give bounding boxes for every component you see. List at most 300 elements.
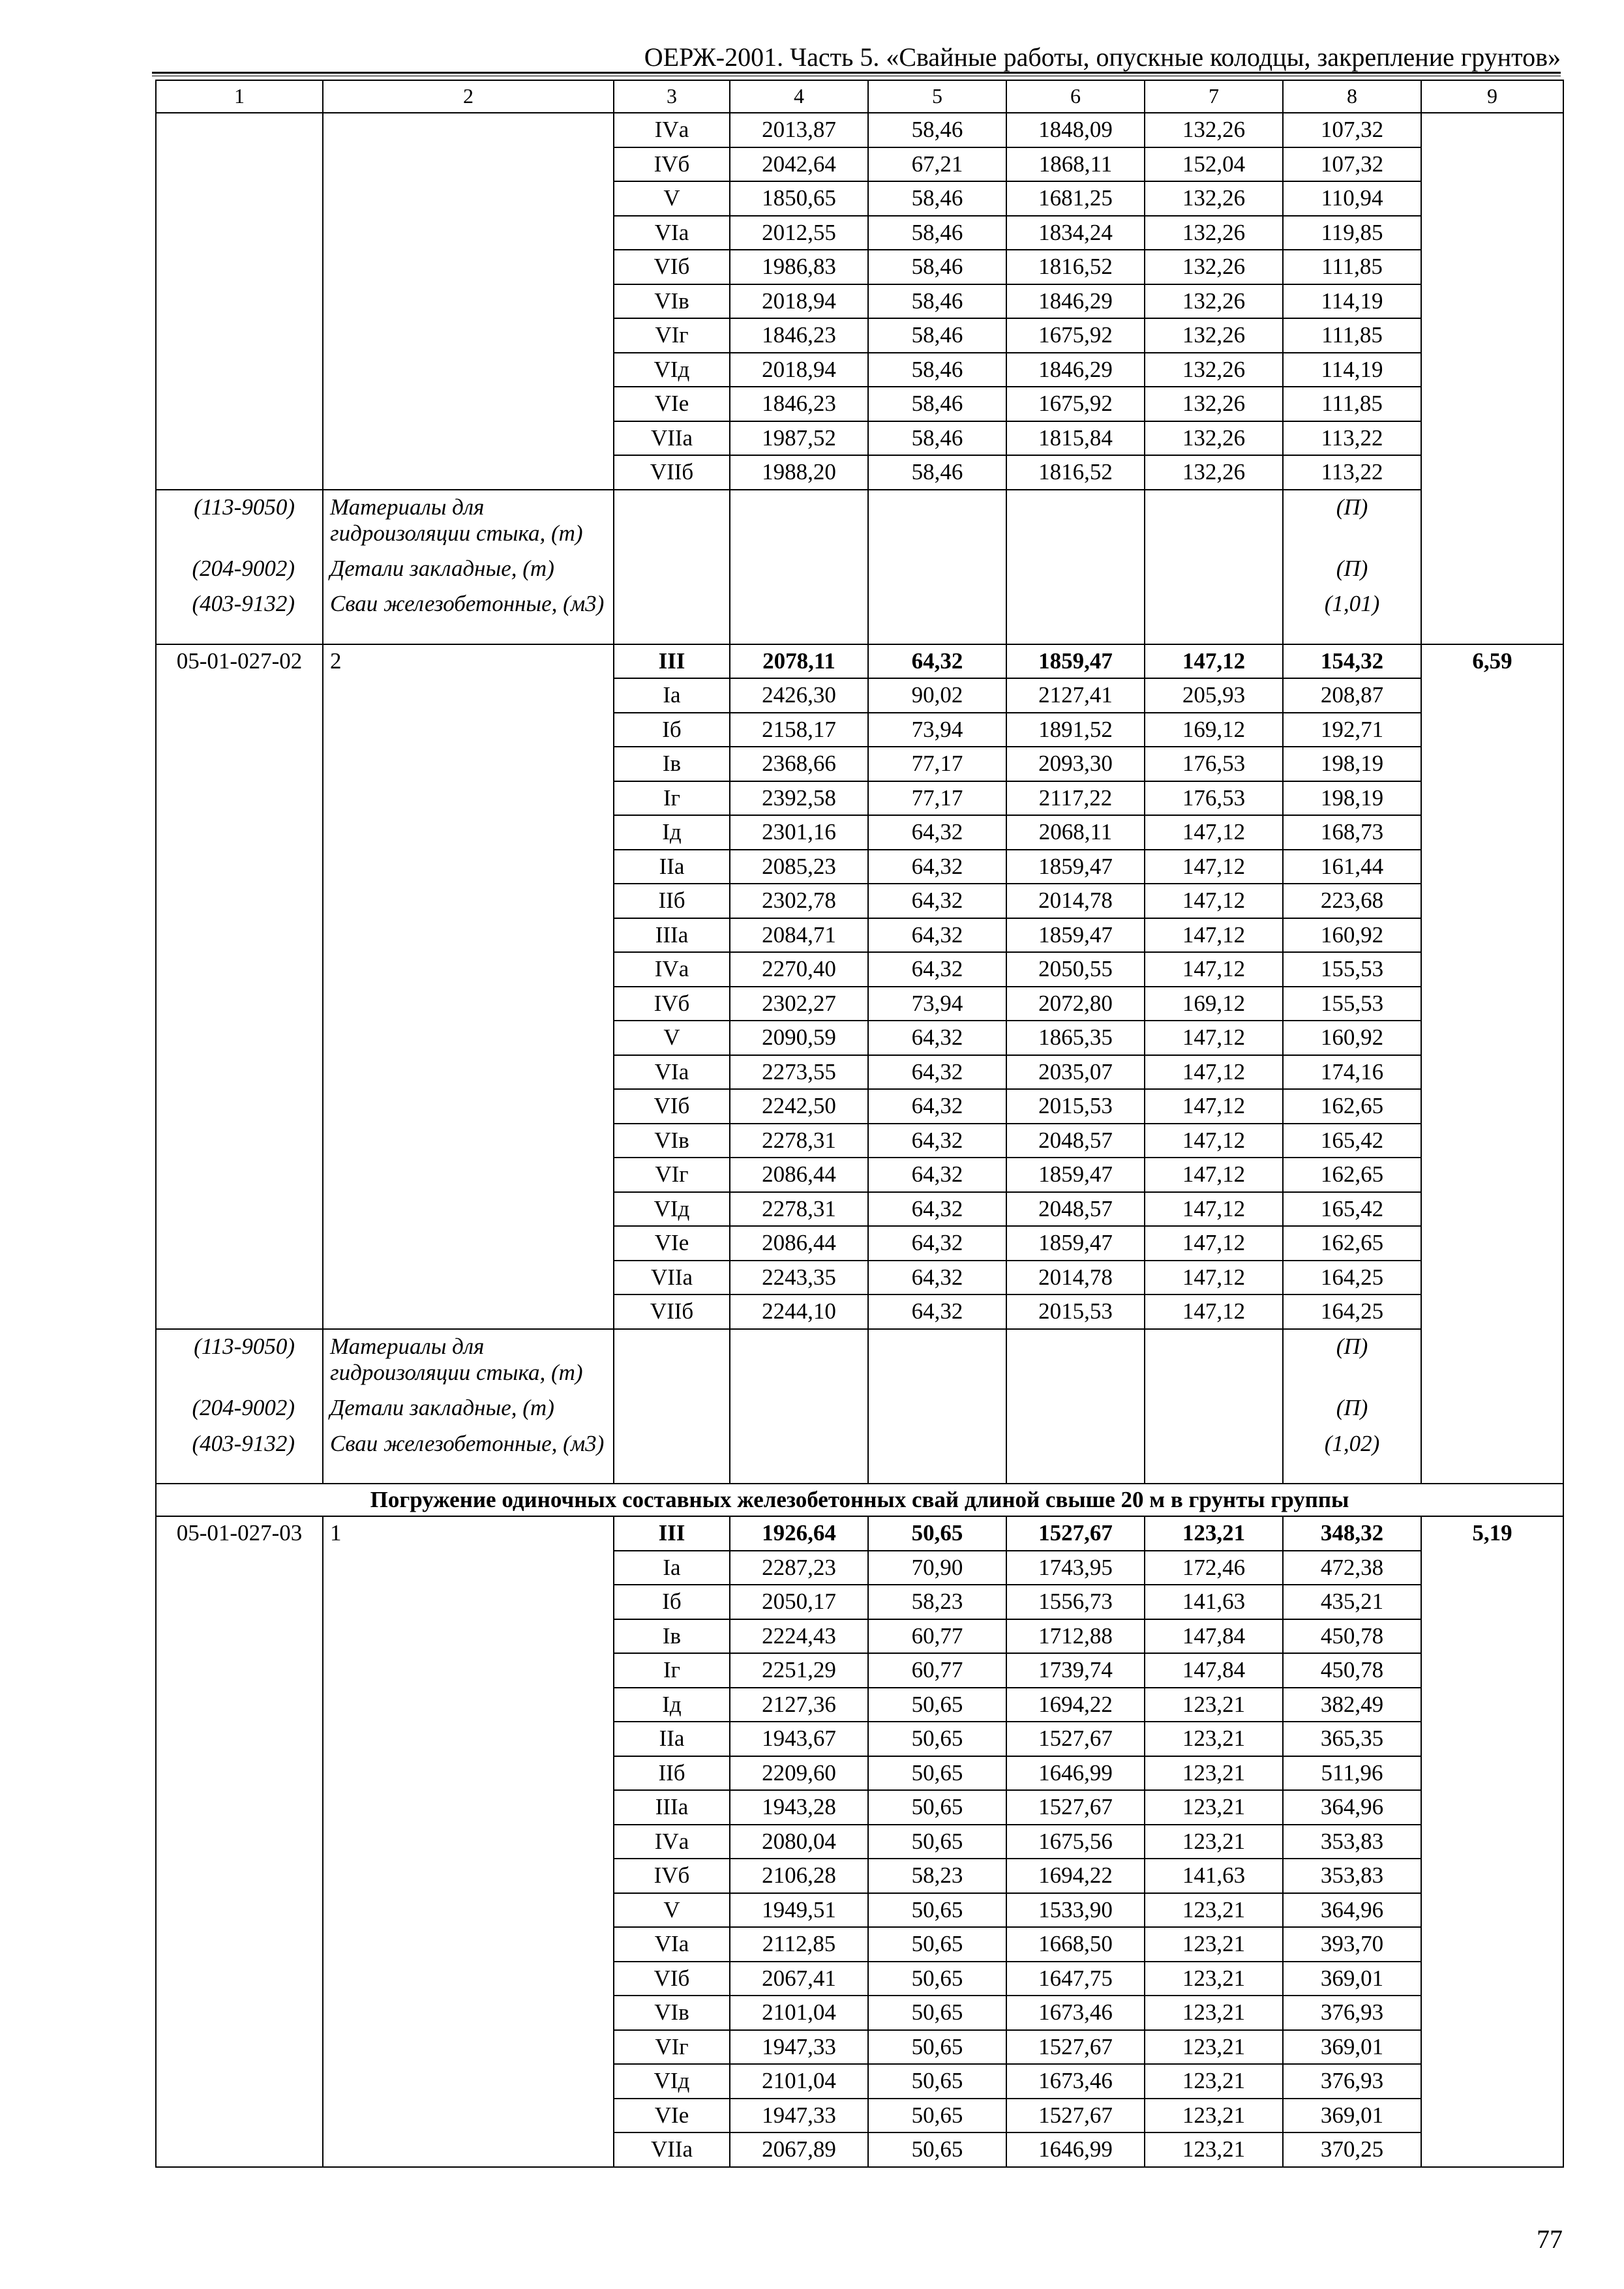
table-cell: 147,84 (1145, 1653, 1283, 1688)
table-cell: Iг (614, 1653, 730, 1688)
table-cell: 353,83 (1283, 1825, 1421, 1859)
material-value: (1,01) (1324, 591, 1380, 617)
empty-cell (1006, 1329, 1145, 1484)
table-cell: 1527,67 (1006, 1790, 1145, 1825)
table-cell: 2117,22 (1006, 781, 1145, 816)
table-cell: VIб (614, 1089, 730, 1124)
table-cell: 450,78 (1283, 1619, 1421, 1654)
table-cell: 2078,11 (730, 644, 868, 679)
table-cell: IIIа (614, 918, 730, 953)
table-cell: 1675,92 (1006, 387, 1145, 421)
table-cell: 472,38 (1283, 1551, 1421, 1585)
column-number-row (156, 80, 1563, 113)
table-cell: 2287,23 (730, 1551, 868, 1585)
empty-cell (730, 1329, 868, 1484)
table-cell: 376,93 (1283, 2064, 1421, 2099)
table-cell: Iб (614, 1585, 730, 1619)
table-cell: 147,12 (1145, 1192, 1283, 1227)
table-cell: 50,65 (868, 1688, 1006, 1722)
table-cell: 64,32 (868, 1055, 1006, 1090)
table-cell: V (614, 181, 730, 216)
table-cell: 2068,11 (1006, 815, 1145, 850)
material-name: Материалы для гидроизоляции стыка, (т) (330, 1333, 583, 1385)
materials-values-cell (1283, 490, 1421, 644)
table-cell: 141,63 (1145, 1859, 1283, 1893)
table-cell: VIд (614, 353, 730, 387)
table-cell: 64,32 (868, 1294, 1006, 1329)
empty-cell (868, 490, 1006, 644)
table-cell: 58,46 (868, 455, 1006, 490)
table-cell: VIб (614, 250, 730, 284)
table-cell: IVб (614, 1859, 730, 1893)
table-cell: 73,94 (868, 713, 1006, 747)
table-cell: 58,46 (868, 284, 1006, 319)
table-cell: 1815,84 (1006, 421, 1145, 456)
materials-names-cell (323, 1329, 614, 1484)
table-cell: 147,84 (1145, 1619, 1283, 1654)
table-cell: 192,71 (1283, 713, 1421, 747)
table-cell: 1943,28 (730, 1790, 868, 1825)
table-cell: 162,65 (1283, 1226, 1421, 1261)
table-cell: 2278,31 (730, 1192, 868, 1227)
table-cell: 58,46 (868, 421, 1006, 456)
table-cell: 2273,55 (730, 1055, 868, 1090)
empty-cell (730, 490, 868, 644)
table-cell: 50,65 (868, 1516, 1006, 1551)
code-cell (156, 644, 323, 1329)
table-cell: 113,22 (1283, 421, 1421, 456)
table-cell: IIа (614, 850, 730, 884)
table-cell: Iа (614, 1551, 730, 1585)
table-cell: 1527,67 (1006, 2030, 1145, 2065)
table-cell: 1743,95 (1006, 1551, 1145, 1585)
table-cell: 353,83 (1283, 1859, 1421, 1893)
table-cell: 50,65 (868, 1825, 1006, 1859)
table-cell: 147,12 (1145, 1089, 1283, 1124)
table-cell: 1527,67 (1006, 2099, 1145, 2133)
table-cell: 161,44 (1283, 850, 1421, 884)
table-cell: 64,32 (868, 884, 1006, 918)
table-cell: V (614, 1021, 730, 1055)
table-cell: 147,12 (1145, 1021, 1283, 1055)
material-code: (113-9050) (194, 1333, 295, 1359)
table-cell: 50,65 (868, 2099, 1006, 2133)
table-cell: 77,17 (868, 781, 1006, 816)
table-cell: 113,22 (1283, 455, 1421, 490)
material-value: (П) (1336, 1333, 1368, 1359)
table-cell: VIа (614, 216, 730, 250)
table-cell: 169,12 (1145, 713, 1283, 747)
table-cell: 1865,35 (1006, 1021, 1145, 1055)
table-cell: 58,46 (868, 318, 1006, 353)
material-code: (204-9002) (192, 1395, 295, 1421)
table-cell: 1868,11 (1006, 147, 1145, 182)
table-cell: 2101,04 (730, 1996, 868, 2030)
extra-cell: 5,19 (1421, 1516, 1563, 2167)
table-cell: 111,85 (1283, 250, 1421, 284)
rates-table (155, 80, 1564, 2168)
table-cell: 2014,78 (1006, 884, 1145, 918)
table-cell: 1943,67 (730, 1722, 868, 1756)
table-cell: 1647,75 (1006, 1962, 1145, 1996)
table-cell: 147,12 (1145, 1226, 1283, 1261)
table-cell: 141,63 (1145, 1585, 1283, 1619)
table-cell: 370,25 (1283, 2132, 1421, 2167)
table-cell: 123,21 (1145, 1825, 1283, 1859)
table-cell: VIд (614, 2064, 730, 2099)
column-number: 9 (1421, 80, 1563, 113)
table-cell: 1846,23 (730, 387, 868, 421)
table-cell: 2302,27 (730, 987, 868, 1021)
table-cell: 123,21 (1145, 2099, 1283, 2133)
page-number: 77 (1537, 2224, 1563, 2254)
table-cell: 1527,67 (1006, 1516, 1145, 1551)
table-cell: 2084,71 (730, 918, 868, 953)
table-cell: 111,85 (1283, 387, 1421, 421)
table-cell: 2086,44 (730, 1158, 868, 1192)
code-cell (156, 1516, 323, 2167)
table-cell: Iд (614, 1688, 730, 1722)
table-cell: 2127,36 (730, 1688, 868, 1722)
table-cell: III (614, 644, 730, 679)
materials-names-cell (323, 490, 614, 644)
table-cell: 123,21 (1145, 1722, 1283, 1756)
table-cell: 1949,51 (730, 1893, 868, 1928)
table-cell: 2072,80 (1006, 987, 1145, 1021)
table-cell: 2015,53 (1006, 1089, 1145, 1124)
table-cell: 50,65 (868, 2030, 1006, 2065)
table-cell: 73,94 (868, 987, 1006, 1021)
empty-cell (868, 1329, 1006, 1484)
table-cell: 50,65 (868, 2064, 1006, 2099)
section-title: Погружение одиночных составных железобетонных свай длиной свыше 20 м в грунты группы (156, 1484, 1563, 1516)
table-cell: 2050,17 (730, 1585, 868, 1619)
table-cell: 1986,83 (730, 250, 868, 284)
table-cell: 152,04 (1145, 147, 1283, 182)
table-cell: 198,19 (1283, 747, 1421, 781)
table-cell: 1859,47 (1006, 850, 1145, 884)
table-cell: 450,78 (1283, 1653, 1421, 1688)
table-cell: 147,12 (1145, 918, 1283, 953)
table-cell: 123,21 (1145, 1516, 1283, 1551)
table-cell: 1646,99 (1006, 2132, 1145, 2167)
table-cell: 123,21 (1145, 1927, 1283, 1962)
table-cell: 50,65 (868, 2132, 1006, 2167)
materials-row (156, 490, 1563, 644)
column-number: 3 (614, 80, 730, 113)
table-cell: 147,12 (1145, 644, 1283, 679)
table-cell: 1673,46 (1006, 1996, 1145, 2030)
name-cell: 2 (323, 644, 614, 1329)
material-name: Сваи железобетонные, (м3) (330, 1430, 605, 1456)
table-cell: 1947,33 (730, 2099, 868, 2133)
table-cell: 132,26 (1145, 387, 1283, 421)
table-cell: 2067,41 (730, 1962, 868, 1996)
table-cell: 70,90 (868, 1551, 1006, 1585)
material-code: (204-9002) (192, 556, 295, 581)
table-cell: 147,12 (1145, 1124, 1283, 1158)
table-cell: 90,02 (868, 678, 1006, 713)
table-cell: Iа (614, 678, 730, 713)
table-cell: VIIа (614, 1261, 730, 1295)
table-cell: 208,87 (1283, 678, 1421, 713)
table-cell: 107,32 (1283, 113, 1421, 147)
table-cell: 2015,53 (1006, 1294, 1145, 1329)
table-cell: IVб (614, 987, 730, 1021)
table-cell: 154,32 (1283, 644, 1421, 679)
table-cell: 64,32 (868, 1021, 1006, 1055)
table-cell: 123,21 (1145, 1893, 1283, 1928)
table-cell: Iв (614, 1619, 730, 1654)
table-cell: VIд (614, 1192, 730, 1227)
table-cell: 132,26 (1145, 113, 1283, 147)
name-cell (323, 113, 614, 490)
table-cell: 176,53 (1145, 747, 1283, 781)
table-cell: 1859,47 (1006, 918, 1145, 953)
table-cell: Iв (614, 747, 730, 781)
table-cell: 162,65 (1283, 1158, 1421, 1192)
table-cell: 147,12 (1145, 952, 1283, 987)
table-cell: 1712,88 (1006, 1619, 1145, 1654)
table-cell: 205,93 (1145, 678, 1283, 713)
table-cell: 2301,16 (730, 815, 868, 850)
table-cell: 64,32 (868, 918, 1006, 953)
table-cell: 58,46 (868, 181, 1006, 216)
table-cell: 2085,23 (730, 850, 868, 884)
material-name: Сваи железобетонные, (м3) (330, 591, 605, 617)
table-cell: VIIа (614, 421, 730, 456)
table-cell: 1834,24 (1006, 216, 1145, 250)
table-cell: 147,12 (1145, 884, 1283, 918)
table-cell: 1675,56 (1006, 1825, 1145, 1859)
material-code: (403-9132) (192, 1430, 295, 1456)
table-cell: 64,32 (868, 1261, 1006, 1295)
table-cell: 110,94 (1283, 181, 1421, 216)
table-cell: 1846,23 (730, 318, 868, 353)
table-cell: 50,65 (868, 1756, 1006, 1791)
table-cell: VIа (614, 1055, 730, 1090)
table-cell: IVа (614, 113, 730, 147)
material-value: (П) (1336, 1395, 1368, 1421)
table-cell: 435,21 (1283, 1585, 1421, 1619)
material-code: (403-9132) (192, 591, 295, 617)
table-cell: IVа (614, 1825, 730, 1859)
table-cell: 165,42 (1283, 1124, 1421, 1158)
table-cell: 223,68 (1283, 884, 1421, 918)
table-cell: VIб (614, 1962, 730, 1996)
table-cell: 348,32 (1283, 1516, 1421, 1551)
table-cell: 2251,29 (730, 1653, 868, 1688)
table-cell: 58,46 (868, 250, 1006, 284)
table-row-main (156, 644, 1563, 679)
table-cell: 2013,87 (730, 113, 868, 147)
table-cell: 393,70 (1283, 1927, 1421, 1962)
section-row (156, 1484, 1563, 1516)
table-cell: 1694,22 (1006, 1688, 1145, 1722)
table-cell: 147,12 (1145, 815, 1283, 850)
table-cell: 1673,46 (1006, 2064, 1145, 2099)
table-cell: 132,26 (1145, 250, 1283, 284)
table-cell: 165,42 (1283, 1192, 1421, 1227)
table-cell: 132,26 (1145, 353, 1283, 387)
table-cell: 50,65 (868, 1927, 1006, 1962)
table-cell: 77,17 (868, 747, 1006, 781)
table-cell: 2244,10 (730, 1294, 868, 1329)
table-cell: 1816,52 (1006, 455, 1145, 490)
column-number: 4 (730, 80, 868, 113)
table-cell: 1527,67 (1006, 1722, 1145, 1756)
table-cell: 50,65 (868, 1722, 1006, 1756)
table-cell: 2368,66 (730, 747, 868, 781)
table-cell: VIе (614, 2099, 730, 2133)
table-cell: 160,92 (1283, 1021, 1421, 1055)
table-cell: 2067,89 (730, 2132, 868, 2167)
table-cell: VIг (614, 318, 730, 353)
material-name: Материалы для гидроизоляции стыка, (т) (330, 494, 583, 546)
table-cell: 172,46 (1145, 1551, 1283, 1585)
table-cell: 1556,73 (1006, 1585, 1145, 1619)
table-cell: 132,26 (1145, 421, 1283, 456)
table-cell: 2112,85 (730, 1927, 868, 1962)
table-cell: V (614, 1893, 730, 1928)
table-cell: 123,21 (1145, 1790, 1283, 1825)
table-cell: 1947,33 (730, 2030, 868, 2065)
name-cell: 1 (323, 1516, 614, 2167)
table-cell: 64,32 (868, 952, 1006, 987)
table-cell: 147,12 (1145, 1294, 1283, 1329)
table-cell: 132,26 (1145, 284, 1283, 319)
table-cell: 64,32 (868, 1226, 1006, 1261)
table-cell: 1533,90 (1006, 1893, 1145, 1928)
table-cell: 162,65 (1283, 1089, 1421, 1124)
table-cell: 147,12 (1145, 1158, 1283, 1192)
table-cell: 132,26 (1145, 455, 1283, 490)
table-cell: 1668,50 (1006, 1927, 1145, 1962)
table-cell: 1816,52 (1006, 250, 1145, 284)
table-row-main (156, 1516, 1563, 1551)
table-cell: 1926,64 (730, 1516, 868, 1551)
table-cell: 1859,47 (1006, 1158, 1145, 1192)
table-cell: 1846,29 (1006, 284, 1145, 319)
table-cell: IIб (614, 1756, 730, 1791)
table-cell: IIа (614, 1722, 730, 1756)
table-cell: 58,46 (868, 216, 1006, 250)
table-cell: 1859,47 (1006, 1226, 1145, 1261)
table-cell: 1859,47 (1006, 644, 1145, 679)
table-cell: 50,65 (868, 1790, 1006, 1825)
table-cell: IVа (614, 952, 730, 987)
materials-codes-cell (156, 1329, 323, 1484)
table-cell: 2090,59 (730, 1021, 868, 1055)
table-cell: 64,32 (868, 1158, 1006, 1192)
table-cell: 58,46 (868, 353, 1006, 387)
materials-values-cell (1283, 1329, 1421, 1484)
material-code: (113-9050) (194, 494, 295, 520)
page-header-title: ОЕРЖ-2001. Часть 5. «Свайные работы, опускные колодцы, закрепление грунтов» (644, 42, 1561, 72)
table-cell: 1891,52 (1006, 713, 1145, 747)
table-cell: VIг (614, 1158, 730, 1192)
table-cell: 2242,50 (730, 1089, 868, 1124)
table-cell: 198,19 (1283, 781, 1421, 816)
table-cell: 1987,52 (730, 421, 868, 456)
table-cell: 2224,43 (730, 1619, 868, 1654)
table-cell: 2035,07 (1006, 1055, 1145, 1090)
table-cell: 369,01 (1283, 2030, 1421, 2065)
table-cell: 365,35 (1283, 1722, 1421, 1756)
table-cell: 160,92 (1283, 918, 1421, 953)
table-cell: Iб (614, 713, 730, 747)
table-cell: VIа (614, 1927, 730, 1962)
table-cell: 2243,35 (730, 1261, 868, 1295)
column-number: 1 (156, 80, 323, 113)
table-cell: 114,19 (1283, 284, 1421, 319)
table-cell: 168,73 (1283, 815, 1421, 850)
column-number: 5 (868, 80, 1006, 113)
empty-cell (614, 490, 730, 644)
table-cell: 369,01 (1283, 1962, 1421, 1996)
material-name: Детали закладные, (т) (330, 1395, 554, 1421)
table-cell: 50,65 (868, 1893, 1006, 1928)
table-cell: 164,25 (1283, 1294, 1421, 1329)
table-cell: 60,77 (868, 1619, 1006, 1654)
table-cell: 376,93 (1283, 1996, 1421, 2030)
code-cell (156, 113, 323, 490)
table-cell: 155,53 (1283, 952, 1421, 987)
table-cell: 123,21 (1145, 1756, 1283, 1791)
table-cell: 147,12 (1145, 850, 1283, 884)
table-cell: 123,21 (1145, 2132, 1283, 2167)
table-cell: 2086,44 (730, 1226, 868, 1261)
table-cell: 2270,40 (730, 952, 868, 987)
table-cell: 2012,55 (730, 216, 868, 250)
table-cell: 123,21 (1145, 1688, 1283, 1722)
table-cell: 2158,17 (730, 713, 868, 747)
table-cell: 50,65 (868, 1996, 1006, 2030)
table-cell: 1646,99 (1006, 1756, 1145, 1791)
table-cell: 123,21 (1145, 2064, 1283, 2099)
table-cell: 123,21 (1145, 1962, 1283, 1996)
table-cell: 382,49 (1283, 1688, 1421, 1722)
table-cell: 2050,55 (1006, 952, 1145, 987)
table-cell: 58,46 (868, 387, 1006, 421)
table-cell: 1675,92 (1006, 318, 1145, 353)
table-cell: 169,12 (1145, 987, 1283, 1021)
rate-code: 05-01-027-02 (176, 648, 303, 674)
empty-cell (1145, 490, 1283, 644)
table-cell: 2127,41 (1006, 678, 1145, 713)
table-cell: 174,16 (1283, 1055, 1421, 1090)
table-cell: VIе (614, 1226, 730, 1261)
table-cell: VIв (614, 1996, 730, 2030)
column-number: 8 (1283, 80, 1421, 113)
material-value: (П) (1336, 556, 1368, 581)
table-cell: 1681,25 (1006, 181, 1145, 216)
extra-cell (1421, 113, 1563, 644)
materials-codes-cell (156, 490, 323, 644)
table-cell: III (614, 1516, 730, 1551)
table-cell: 364,96 (1283, 1893, 1421, 1928)
table-cell: 2278,31 (730, 1124, 868, 1158)
table-cell: 155,53 (1283, 987, 1421, 1021)
header-rule (152, 72, 1561, 74)
table-cell: 132,26 (1145, 318, 1283, 353)
empty-cell (614, 1329, 730, 1484)
table-row (156, 113, 1563, 147)
table-cell: VIв (614, 1124, 730, 1158)
table-cell: 2048,57 (1006, 1192, 1145, 1227)
table-cell: 1850,65 (730, 181, 868, 216)
table-cell: 1846,29 (1006, 353, 1145, 387)
